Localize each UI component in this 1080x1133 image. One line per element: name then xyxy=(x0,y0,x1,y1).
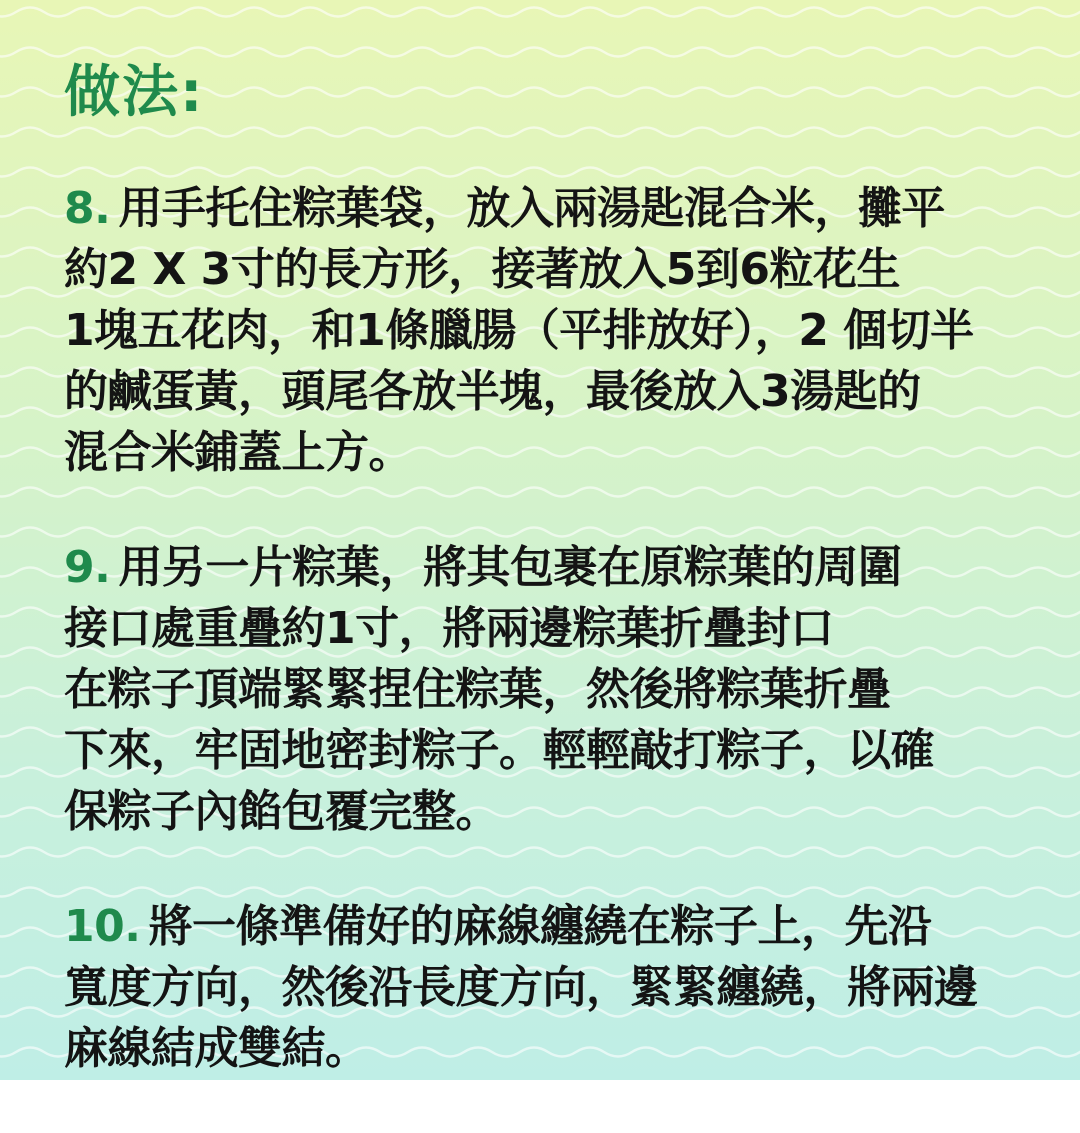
step-line: 的鹹蛋黃，頭尾各放半塊，最後放入3湯匙的 xyxy=(64,366,921,417)
step-line: 寬度方向，然後沿長度方向，緊緊纏繞，將兩邊 xyxy=(64,962,978,1013)
step-line: 下來，牢固地密封粽子。輕輕敲打粽子，以確 xyxy=(64,725,934,776)
step-8 xyxy=(64,178,1034,483)
step-line xyxy=(64,537,1034,598)
step-line: 接口處重疊約1寸，將兩邊粽葉折疊封口 xyxy=(64,603,834,654)
step-line xyxy=(64,178,1034,239)
step-number: 9. xyxy=(64,542,111,593)
step-text: 將一條準備好的麻線纏繞在粽子上，先沿 xyxy=(148,901,932,952)
step-9 xyxy=(64,537,1034,842)
wave-line xyxy=(0,8,1080,17)
method-title: 做法: xyxy=(64,60,205,125)
step-number: 10. xyxy=(64,901,141,952)
step-line: 保粽子內餡包覆完整。 xyxy=(64,786,499,837)
recipe-method xyxy=(64,48,1034,1133)
step-10 xyxy=(64,896,1034,1079)
step-line: 麻線結成雙結。 xyxy=(64,1023,369,1074)
step-line: 1塊五花肉，和1條臘腸（平排放好），2 個切半 xyxy=(64,305,974,356)
step-line: 約2 X 3寸的長方形，接著放入5到6粒花生 xyxy=(64,244,901,295)
step-line: 在粽子頂端緊緊捏住粽葉，然後將粽葉折疊 xyxy=(64,664,891,715)
step-line xyxy=(64,896,1034,957)
step-text: 用另一片粽葉，將其包裹在原粽葉的周圍 xyxy=(118,542,902,593)
step-number: 8. xyxy=(64,183,111,234)
step-line: 混合米鋪蓋上方。 xyxy=(64,427,412,478)
step-text: 用手托住粽葉袋，放入兩湯匙混合米，攤平 xyxy=(118,183,945,234)
